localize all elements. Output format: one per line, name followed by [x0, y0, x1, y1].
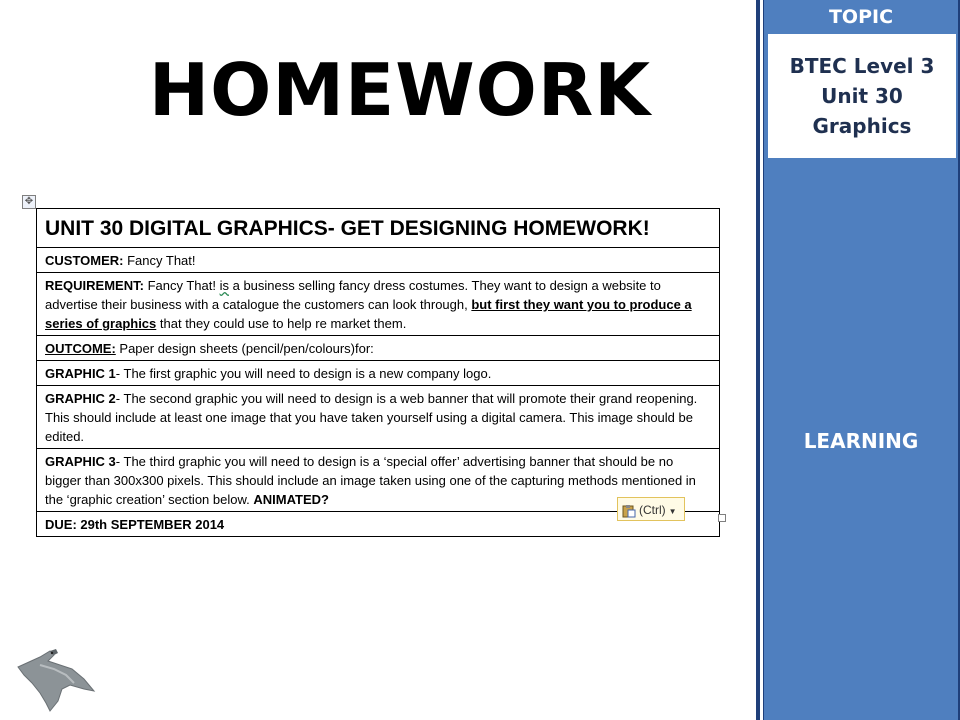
- chevron-down-icon: ▼: [668, 507, 677, 516]
- topic-line-3: Graphics: [812, 114, 912, 138]
- requirement-cell: [37, 273, 720, 336]
- paste-options-label: (Ctrl): [639, 503, 666, 517]
- falcon-logo-icon: [10, 645, 100, 715]
- graphic1-cell: [37, 361, 720, 386]
- graphic2-label: GRAPHIC 2: [45, 391, 116, 406]
- customer-text: Fancy That!: [123, 253, 196, 268]
- image-resize-handle[interactable]: [718, 514, 726, 522]
- slide-title: HOMEWORK: [148, 48, 652, 132]
- requirement-text-2: a business selling fancy dress costumes. They want to design a website to advertise their business with a catalogue the customers can look through,: [45, 278, 661, 312]
- requirement-label: REQUIREMENT:: [45, 278, 144, 293]
- table-row: [37, 248, 720, 273]
- customer-label: CUSTOMER:: [45, 253, 124, 268]
- graphic3-text: - The third graphic you will need to design is a ‘special offer’ advertising banner that should be no bigger than 300x300 pixels. This should include an image taken using one of the capturing methods mentioned in the ‘graphic creation’ section below.: [45, 454, 696, 507]
- learning-label: LEARNING: [803, 429, 919, 453]
- requirement-bold: but first they want you to produce a series of graphics: [45, 297, 692, 331]
- outcome-cell: [37, 336, 720, 361]
- topic-label: TOPIC: [828, 6, 894, 28]
- graphic2-cell: [37, 386, 720, 449]
- requirement-is: is: [219, 278, 229, 293]
- topic-line-1: BTEC Level 3: [789, 54, 935, 78]
- outcome-text: Paper design sheets (pencil/pen/colours)for:: [115, 341, 374, 356]
- graphic3-bold: ANIMATED?: [253, 492, 329, 507]
- table-row: [37, 273, 720, 336]
- graphic1-text: - The first graphic you will need to design is a new company logo.: [115, 366, 492, 381]
- sidebar-edge: [760, 0, 763, 720]
- topic-line-2: Unit 30: [821, 84, 903, 108]
- requirement-text-1: Fancy That!: [143, 278, 220, 293]
- clipboard-icon: [622, 504, 636, 518]
- outcome-label: OUTCOME:: [45, 341, 116, 356]
- homework-table: [36, 208, 720, 537]
- table-move-handle-icon[interactable]: ✥: [22, 195, 36, 209]
- graphic3-label: GRAPHIC 3: [45, 454, 116, 469]
- graphic2-text: - The second graphic you will need to design is a web banner that will promote their grand reopening. This should include at least one image that you have taken yourself using a digital camera. This image should be edited.: [45, 391, 698, 444]
- table-row: [37, 361, 720, 386]
- table-heading: UNIT 30 DIGITAL GRAPHICS- GET DESIGNING HOMEWORK!: [37, 209, 720, 248]
- due-date: DUE: 29th SEPTEMBER 2014: [37, 512, 720, 537]
- requirement-text-3: that they could use to help re market them.: [156, 316, 407, 331]
- table-row: [37, 386, 720, 449]
- sidebar-panel: [756, 0, 960, 720]
- table-row: [37, 336, 720, 361]
- graphic1-label: GRAPHIC 1: [45, 366, 116, 381]
- table-row: [37, 209, 720, 248]
- customer-cell: [37, 248, 720, 273]
- topic-box: [768, 34, 956, 158]
- paste-options-button[interactable]: [617, 497, 685, 521]
